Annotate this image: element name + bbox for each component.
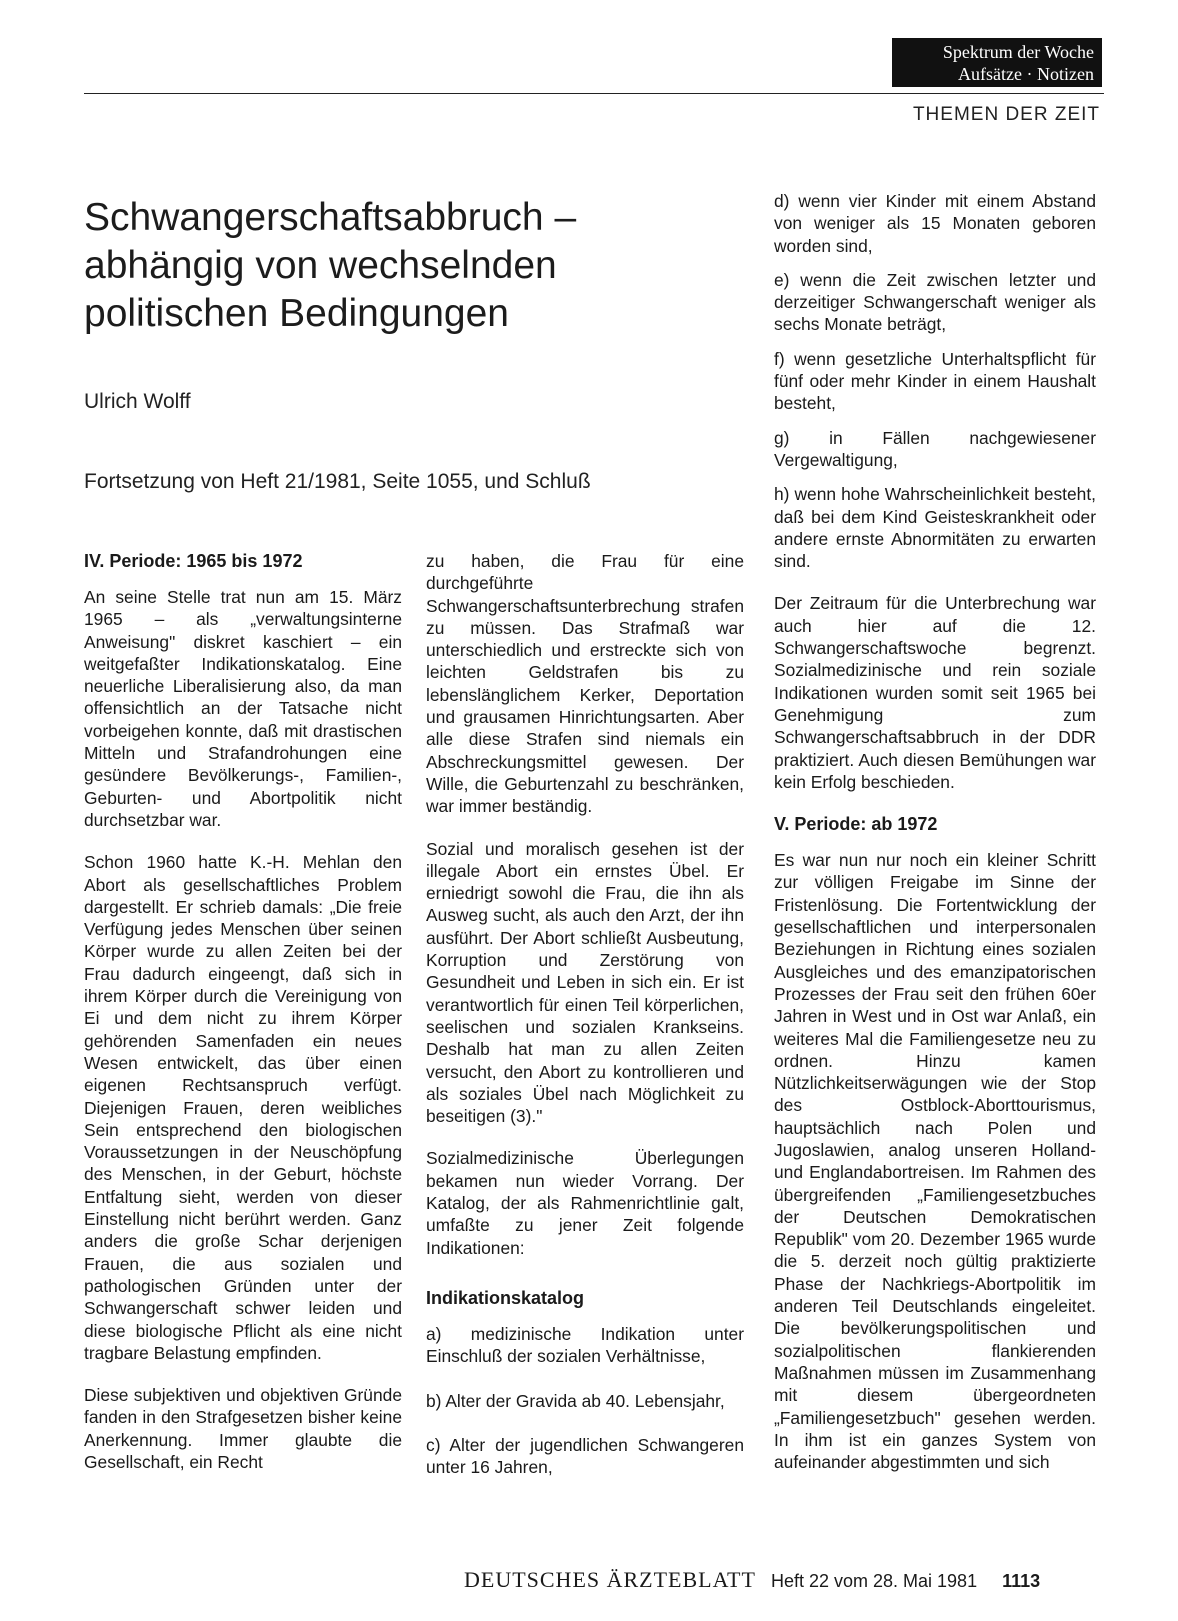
header-rule — [84, 93, 1104, 94]
badge-line-1: Spektrum der Woche — [942, 42, 1094, 62]
list-item: g) in Fällen nachgewiesener Vergewaltigung, — [774, 427, 1096, 470]
paragraph: zu haben, die Frau für eine durchgeführte Schwangerschaftsunterbrechung strafen zu müssen. Das Strafmaß war unterschiedlich und erstreckte sich von leichten Geldstrafen bis zu lebenslänglichem Kerker, Deportation und grausamen Hinrichtungsarten. Aber alle diese Strafen sind niemals ein Abschreckungsmittel gewesen. Der Wille, die Geburtenzahl zu beschränken, war immer beständig. — [426, 551, 744, 817]
column-3 — [774, 190, 1096, 1493]
paragraph: An seine Stelle trat nun am 15. März 1965 – als „verwaltungsinterne Anweisung" diskret kaschiert – ein weitgefaßter Indikationskatalog. Eine neuerliche Liberalisierung also, da man offensichtlich an der Tatsache nicht vorbeigehen konnte, daß mit drastischen Mitteln und Strafandrohungen eine gesündere Bevölkerungs-, Familien-, Geburten- und Abortpolitik nicht durchsetzbar war. — [84, 587, 402, 830]
column-2 — [426, 550, 744, 1490]
paragraph: Sozial und moralisch gesehen ist der illegale Abort ein ernstes Übel. Er erniedrigt sowohl die Frau, die ihn als Ausweg sucht, als auch den Arzt, der ihn ausführt. Der Abort schließt Ausbeutung, Korruption und Zerstörung von Gesundheit und Leben in sich ein. Er ist verantwortlich für einen Teil körperlichen, seelischen und sozialen Krankseins. Deshalb hat man zu allen Zeiten versucht, den Abort zu kontrollieren und als soziales Übel nach Möglichkeit zu beseitigen (3)." — [426, 838, 744, 1127]
paragraph: Es war nun nur noch ein kleiner Schritt zur völligen Freigabe im Sinne der Fristenlösung. Die Fortentwicklung der gesellschaftlichen und interpersonalen Beziehungen in Richtung eines sozialen Ausgleiches und des emanzipatorischen Prozesses der Frau seit den frühen 60er Jahren in West und in Ost war Anlaß, ein weiteres Mal die Familiengesetze neu zu ordnen. Hinzu kamen Nützlichkeitserwägungen wie der Stop des Ostblock-Aborttourismus, hauptsächlich nach Polen und Jugoslawien, analog unseren Holland- und Englandabortreisen. Im Rahmen des übergreifenden „Familiengesetzbuches der Deutschen Demokratischen Republik" vom 20. Dezember 1965 wurde die 5. derzeit noch gültig praktizierte Phase der Nachkriegs-Abortpolitik im anderen Teil Deutschlands eingeleitet. Die bevölkerungspolitischen und sozialpolitischen flankierenden Maßnahmen müssen im Zusammenhang mit diesem übergeordneten „Familiengesetzbuch" gesehen werden. In ihm ist ein ganzes System von aufeinander abgestimmten und sich — [774, 850, 1096, 1473]
page-footer — [464, 1567, 1040, 1593]
continuation-note: Fortsetzung von Heft 21/1981, Seite 1055, und Schluß — [84, 470, 591, 493]
page-number: 1113 — [1002, 1571, 1041, 1591]
list-item: h) wenn hohe Wahrscheinlichkeit besteht, daß bei dem Kind Geisteskrankheit oder andere ernste Abnormitäten zu erwarten sind. — [774, 484, 1096, 572]
list-item: b) Alter der Gravida ab 40. Lebensjahr, — [426, 1390, 725, 1411]
column-1 — [84, 550, 402, 1493]
paragraph: Sozialmedizinische Überlegungen bekamen nun wieder Vorrang. Der Katalog, der als Rahmenrichtlinie galt, umfaßte zu jener Zeit folgende Indikationen: — [426, 1148, 744, 1258]
section-label: THEMEN DER ZEIT — [912, 104, 1100, 125]
title-line-2: abhängig von wechselnden — [84, 244, 557, 287]
title-line-3: politischen Bedingungen — [84, 292, 510, 335]
paragraph: Der Zeitraum für die Unterbrechung war auch hier auf die 12. Schwangerschaftswoche begrenzt. Sozialmedizinische und rein soziale Indikationen wurden somit seit 1965 bei Genehmigung zum Schwangerschaftsabbruch in der DDR praktiziert. Auch diesen Bemühungen war kein Erfolg beschieden. — [774, 593, 1096, 792]
section-heading-v: V. Periode: ab 1972 — [774, 814, 938, 835]
journal-name: DEUTSCHES ÄRZTEBLATT — [464, 1567, 756, 1592]
list-item: f) wenn gesetzliche Unterhaltspflicht für fünf oder mehr Kinder in einem Haushalt besteht, — [774, 348, 1096, 414]
section-badge — [892, 38, 1102, 87]
issue-info: Heft 22 vom 28. Mai 1981 — [770, 1571, 978, 1591]
title-line-1: Schwangerschaftsabbruch – — [84, 196, 577, 239]
list-item: e) wenn die Zeit zwischen letzter und derzeitiger Schwangerschaft weniger als sechs Monate beträgt, — [774, 269, 1096, 335]
author-name: Ulrich Wolff — [84, 390, 191, 413]
paragraph: Diese subjektiven und objektiven Gründe fanden in den Strafgesetzen bisher keine Anerkennung. Immer glaubte die Gesellschaft, ein Recht — [84, 1385, 402, 1472]
paragraph: Schon 1960 hatte K.-H. Mehlan den Abort als gesellschaftliches Problem dargestellt. Er schrieb damals: „Die freie Verfügung jedes Menschen über seinen Körper wurde zu allen Zeiten bei der Frau dadurch eingeengt, daß sich in ihrem Körper durch die Vereinigung von Ei und dem nicht zu ihrem Körper gehörenden Samenfaden ein neues Wesen entwickelt, das über einen eigenen Rechtsanspruch verfügt. Diejenigen Frauen, deren weibliches Sein entsprechend den biologischen Voraussetzungen in der Neuschöpfung des Menschen, in der Geburt, höchste Entfaltung sieht, werden von dieser Einstellung nicht berührt werden. Ganz anders die große Schar derjenigen Frauen, die aus sozialen und pathologischen Gründen unter der Schwangerschaft schwer leiden und diese biologische Pflicht als eine nicht tragbare Belastung empfinden. — [84, 852, 402, 1363]
badge-line-2: Aufsätze · Notizen — [958, 64, 1094, 84]
list-item: d) wenn vier Kinder mit einem Abstand von weniger als 15 Monaten geboren worden sind, — [774, 191, 1096, 256]
list-item: a) medizinische Indikation unter Einschluß der sozialen Verhältnisse, — [426, 1323, 744, 1367]
article-title — [84, 194, 684, 338]
list-item: c) Alter der jugendlichen Schwangeren unter 16 Jahren, — [426, 1434, 744, 1478]
section-heading-iv: IV. Periode: 1965 bis 1972 — [84, 551, 303, 571]
subheading-indikationskatalog: Indikationskatalog — [426, 1287, 585, 1308]
